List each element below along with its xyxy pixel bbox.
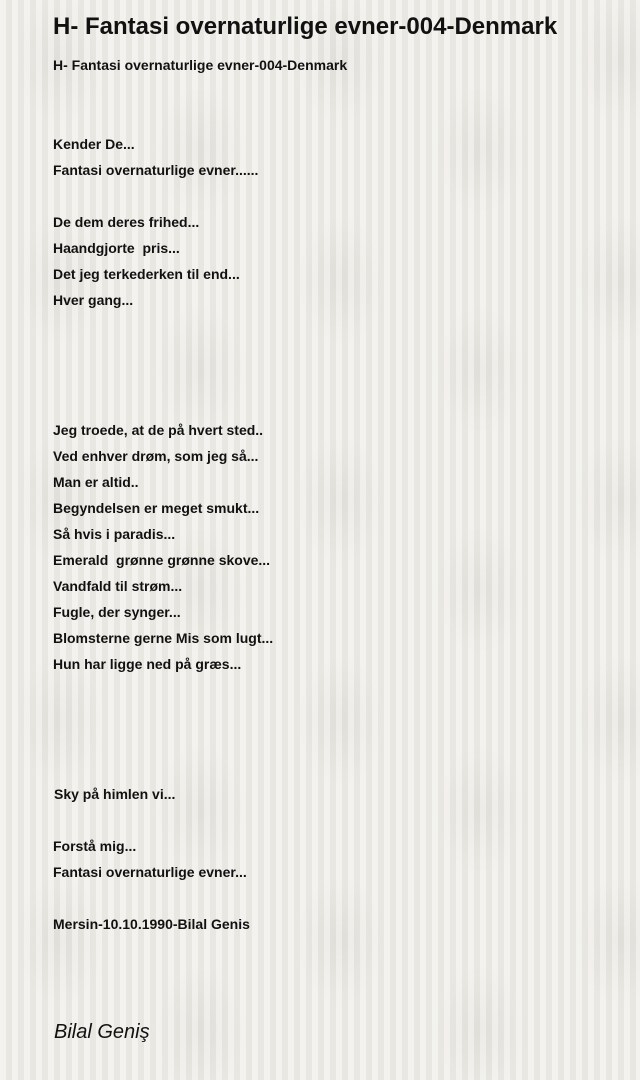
stanza-break — [53, 677, 613, 781]
stanza-break — [53, 183, 613, 209]
poem-line: Sky på himlen vi... — [54, 786, 176, 802]
poem-footer: Mersin-10.10.1990-Bilal Genis — [53, 916, 250, 932]
poem-line: Begyndelsen er meget smukt... — [53, 500, 260, 516]
page-title: H- Fantasi overnaturlige evner-004-Denmark — [53, 13, 558, 40]
stanza-break — [53, 885, 613, 911]
poem-line: Det jeg terkederken til end... — [53, 266, 240, 282]
poem-line: Hver gang... — [53, 292, 134, 308]
poem-line: Vandfald til strøm... — [53, 578, 183, 594]
poem-line: Fugle, der synger... — [53, 604, 181, 620]
poem-line: De dem deres frihed... — [53, 214, 200, 230]
stanza-break — [53, 313, 613, 417]
poem-line: Så hvis i paradis... — [53, 526, 176, 542]
poem-line: Fantasi overnaturlige evner...... — [53, 162, 259, 178]
poem-line: Jeg troede, at de på hvert sted.. — [53, 422, 264, 438]
poem-line: Man er altid.. — [53, 474, 139, 490]
author-signature: Bilal Geniş — [54, 1021, 150, 1043]
poem-body — [53, 131, 613, 937]
poem-line: Haandgjorte pris... — [53, 240, 180, 256]
poem-line: Kender De... — [53, 136, 135, 152]
poem-line: Blomsterne gerne Mis som lugt... — [53, 630, 274, 646]
poem-line: Forstå mig... — [53, 838, 137, 854]
stanza-break — [53, 807, 613, 833]
poem-line: Emerald grønne grønne skove... — [53, 552, 271, 568]
poem-subtitle: H- Fantasi overnaturlige evner-004-Denmark — [53, 57, 348, 73]
poem-line: Ved enhver drøm, som jeg så... — [53, 448, 259, 464]
poem-line: Fantasi overnaturlige evner... — [53, 864, 247, 880]
poem-line: Hun har ligge ned på græs... — [53, 656, 242, 672]
